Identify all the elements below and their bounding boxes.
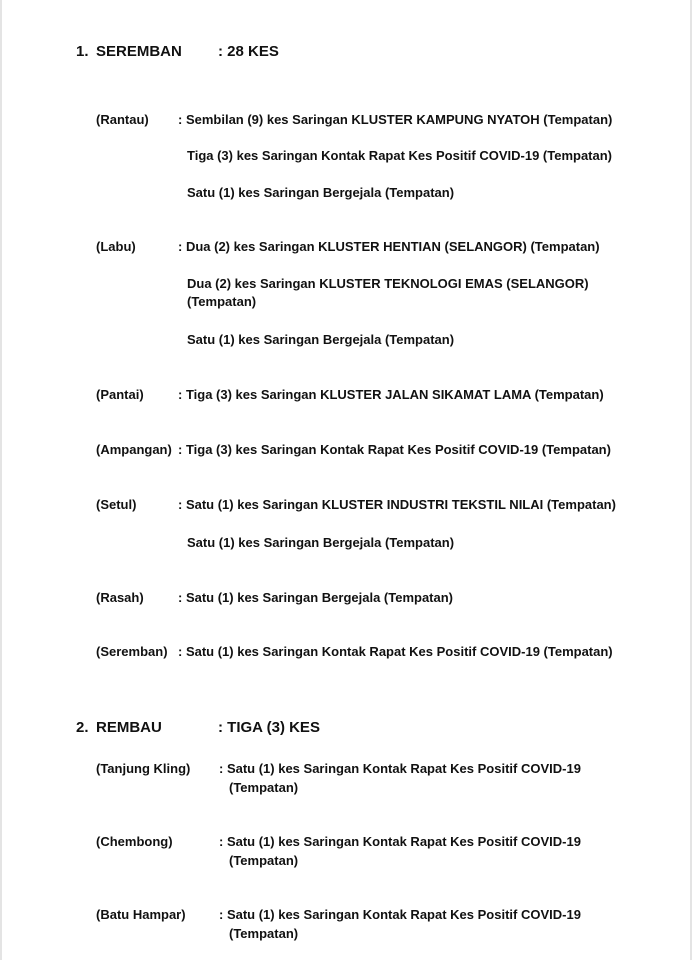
area-name: (Ampangan) bbox=[96, 442, 172, 457]
area-name: (Batu Hampar) bbox=[96, 907, 186, 922]
case-line: : Satu (1) kes Saringan Kontak Rapat Kes Positif COVID-19 (Tempatan) bbox=[178, 644, 613, 659]
case-line: Dua (2) kes Saringan KLUSTER TEKNOLOGI EMAS (SELANGOR) (Tempatan) bbox=[187, 276, 589, 309]
district-total: : TIGA (3) KES bbox=[218, 719, 320, 736]
case-line: : Satu (1) kes Saringan Kontak Rapat Kes Positif COVID-19 bbox=[219, 907, 581, 922]
district-name: SEREMBAN bbox=[96, 43, 182, 60]
case-line: : Satu (1) kes Saringan KLUSTER INDUSTRI TEKSTIL NILAI (Tempatan) bbox=[178, 497, 616, 512]
case-line: (Tempatan) bbox=[229, 853, 299, 868]
area-name: (Rantau) bbox=[96, 112, 149, 127]
case-line: : Satu (1) kes Saringan Bergejala (Tempatan) bbox=[178, 590, 453, 605]
case-line: : Tiga (3) kes Saringan KLUSTER JALAN SIKAMAT LAMA (Tempatan) bbox=[178, 387, 604, 402]
case-line: : Satu (1) kes Saringan Kontak Rapat Kes Positif COVID-19 bbox=[219, 761, 581, 776]
case-line: Satu (1) kes Saringan Bergejala (Tempatan) bbox=[187, 185, 455, 200]
case-line: (Tempatan) bbox=[229, 926, 299, 941]
area-name: (Pantai) bbox=[96, 387, 144, 402]
area-name: (Chembong) bbox=[96, 834, 173, 849]
section-number: 2. bbox=[76, 719, 89, 736]
page-edge-left bbox=[0, 0, 2, 960]
area-name: (Seremban) bbox=[96, 644, 168, 659]
area-name: (Labu) bbox=[96, 239, 136, 254]
section-number: 1. bbox=[76, 43, 89, 60]
case-line: : Tiga (3) kes Saringan Kontak Rapat Kes Positif COVID-19 (Tempatan) bbox=[178, 442, 611, 457]
area-name: (Tanjung Kling) bbox=[96, 761, 191, 776]
case-line: Satu (1) kes Saringan Bergejala (Tempatan) bbox=[187, 535, 455, 550]
case-line: : Dua (2) kes Saringan KLUSTER HENTIAN (SELANGOR) (Tempatan) bbox=[178, 239, 600, 254]
area-name: (Setul) bbox=[96, 497, 137, 512]
case-line: Satu (1) kes Saringan Bergejala (Tempatan) bbox=[187, 332, 455, 347]
case-line: : Sembilan (9) kes Saringan KLUSTER KAMPUNG NYATOH (Tempatan) bbox=[178, 112, 613, 127]
district-total: : 28 KES bbox=[218, 43, 279, 60]
case-line: (Tempatan) bbox=[229, 780, 299, 795]
case-line: Tiga (3) kes Saringan Kontak Rapat Kes Positif COVID-19 (Tempatan) bbox=[187, 148, 613, 163]
case-line: : Satu (1) kes Saringan Kontak Rapat Kes Positif COVID-19 bbox=[219, 834, 581, 849]
area-name: (Rasah) bbox=[96, 590, 144, 605]
district-name: REMBAU bbox=[96, 719, 162, 736]
